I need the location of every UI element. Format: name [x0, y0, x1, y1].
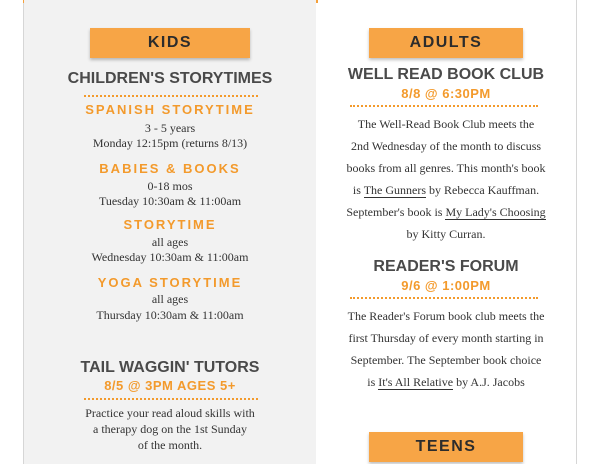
tail-waggin-date: 8/5 @ 3PM AGES 5+ [104, 378, 236, 393]
tail-waggin-desc: Practice your read aloud skills with [85, 406, 255, 420]
kids-banner: KIDS [90, 28, 250, 58]
tail-waggin-desc: of the month. [137, 438, 203, 452]
book-club-line: by Kitty Curran. [406, 227, 486, 241]
readers-forum-description [318, 305, 574, 393]
event-name: SPANISH STORYTIME [85, 102, 255, 117]
book-club-date: 8/8 @ 6:30PM [401, 86, 491, 101]
forum-line: first Thursday of every month starting in [348, 331, 544, 345]
teens-banner: TEENS [369, 432, 523, 462]
adults-column [318, 0, 574, 464]
event-time: Tuesday 10:30am & 11:00am [98, 194, 242, 208]
book-title-link[interactable]: The Gunners [363, 183, 427, 197]
kids-column [24, 0, 316, 464]
book-club-line [318, 201, 574, 223]
book-club-line [318, 179, 574, 201]
forum-line: The Reader's Forum book club meets the [347, 309, 545, 323]
book-club-line: books from all genres. This month's book [346, 161, 546, 175]
event-age: all ages [151, 235, 189, 249]
text: is [352, 183, 364, 197]
adults-banner: ADULTS [369, 28, 523, 58]
book-title-link[interactable]: My Lady's Choosing [445, 205, 546, 219]
book-club-description [318, 113, 574, 245]
event-name: YOGA STORYTIME [97, 275, 243, 290]
childrens-storytimes-title: CHILDREN'S STORYTIMES [67, 70, 273, 87]
event-name: STORYTIME [123, 217, 217, 232]
dotted-divider [84, 398, 258, 400]
text: September's book is [346, 205, 446, 219]
book-club-line: 2nd Wednesday of the month to discuss [350, 139, 542, 153]
forum-line: September. The September book choice [350, 353, 542, 367]
book-club-line: The Well-Read Book Club meets the [357, 117, 535, 131]
readers-forum-date: 9/6 @ 1:00PM [401, 278, 491, 293]
book-club-title: WELL READ BOOK CLUB [347, 66, 545, 83]
event-name: BABIES & BOOKS [99, 161, 241, 176]
dotted-divider [350, 105, 538, 107]
tail-waggin-title: TAIL WAGGIN' TUTORS [80, 359, 260, 376]
forum-line [318, 371, 574, 393]
event-time: Wednesday 10:30am & 11:00am [91, 250, 249, 264]
event-time: Thursday 10:30am & 11:00am [96, 308, 244, 322]
text: by Rebecca Kauffman. [426, 183, 540, 197]
tail-waggin-desc: a therapy dog on the 1st Sunday [93, 422, 247, 436]
event-time: Monday 12:15pm (returns 8/13) [92, 136, 248, 150]
text: by A.J. Jacobs [453, 375, 525, 389]
event-age: all ages [151, 292, 189, 306]
event-age: 3 - 5 years [144, 121, 196, 135]
event-age: 0-18 mos [147, 179, 193, 193]
dotted-divider [84, 95, 258, 97]
book-title-link[interactable]: It's All Relative [378, 375, 454, 389]
readers-forum-title: READER'S FORUM [373, 258, 519, 275]
dotted-divider [350, 297, 538, 299]
text: is [367, 375, 379, 389]
